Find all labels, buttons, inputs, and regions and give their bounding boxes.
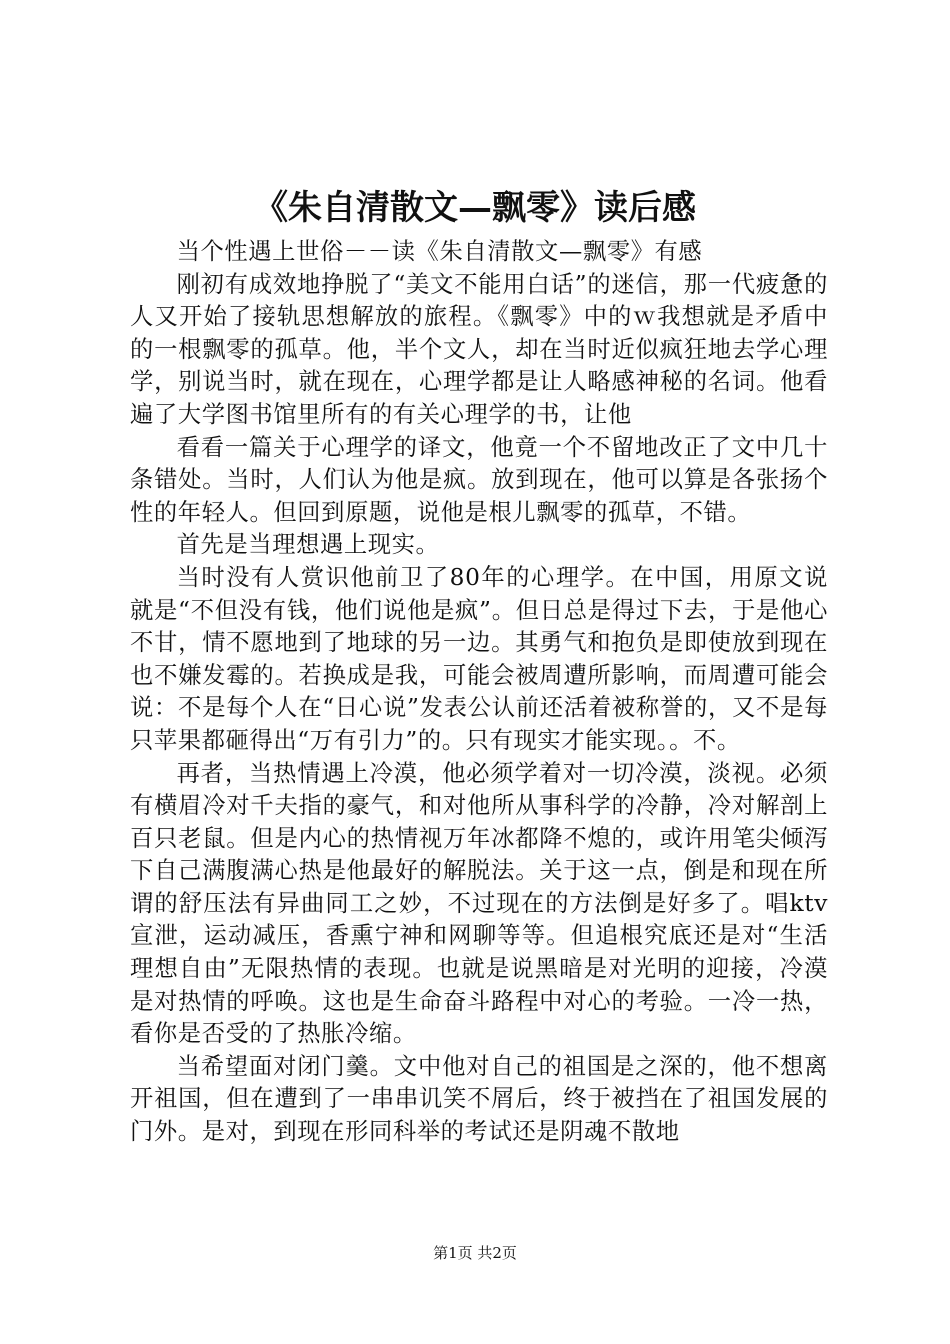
body-paragraph: 看看一篇关于心理学的译文，他竟一个不留地改正了文中几十条错处。当时，人们认为他是疯。放到现在，他可以算是各张扬个性的年轻人。但回到原题，说他是根儿飘零的孤草，不错。 (130, 433, 828, 526)
body-paragraph: 当希望面对闭门羹。文中他对自己的祖国是之深的，他不想离开祖国，但在遭到了一串串讥笑不屑后，终于被挡在了祖国发展的门外。是对，到现在形同科举的考试还是阴魂不散地 (130, 1052, 828, 1146)
document-body (130, 236, 828, 1149)
body-paragraph: 首先是当理想遇上现实。 (176, 531, 440, 559)
body-paragraph: 刚初有成效地挣脱了“美文不能用白话”的迷信，那一代疲惫的人又开始了接轨思想解放的旅程。《飘零》中的ｗ我想就是矛盾中的一根飘零的孤草。他，半个文人，却在当时近似疯狂地去学心理学，别说当时，就在现在，心理学都是让人略感神秘的名词。他看遍了大学图书馆里所有的有关心理学的书，让他 (130, 270, 828, 428)
body-paragraph: 当时没有人赏识他前卫了80年的心理学。在中国，用原文说就是“不但没有钱，他们说他是疯”。但日总是得过下去，于是他心不甘，情不愿地到了地球的另一边。其勇气和抱负是即使放到现在也不嫌发霉的。若换成是我，可能会被周遭所影响，而周遭可能会说：不是每个人在“日心说”发表公认前还活着被称誉的，又不是每只苹果都砸得出“万有引力”的。只有现实才能实现。。不。 (130, 563, 828, 754)
page-number-footer: 第1页 共2页 (433, 1244, 517, 1262)
document-title: 《朱自清散文—飘零》读后感 (254, 188, 696, 228)
body-paragraph: 再者，当热情遇上冷漠，他必须学着对一切冷漠，淡视。必须有横眉冷对千夫指的豪气，和对他所从事科学的冷静，冷对解剖上百只老鼠。但是内心的热情视万年冰都降不熄的，或许用笔尖倾泻下自己满腹满心热是他最好的解脱法。关于这一点，倒是和现在所谓的舒压法有异曲同工之妙，不过现在的方法倒是好多了。唱ktv宣泄，运动减压，香熏宁神和网聊等等。但追根究底还是对“生活理想自由”无限热情的表现。也就是说黑暗是对光明的迎接，冷漠是对热情的呼唤。这也是生命奋斗路程中对心的考验。一冷一热，看你是否受的了热胀冷缩。 (130, 759, 828, 1048)
subtitle-paragraph: 当个性遇上世俗－－读《朱自清散文—飘零》有感 (176, 238, 703, 265)
